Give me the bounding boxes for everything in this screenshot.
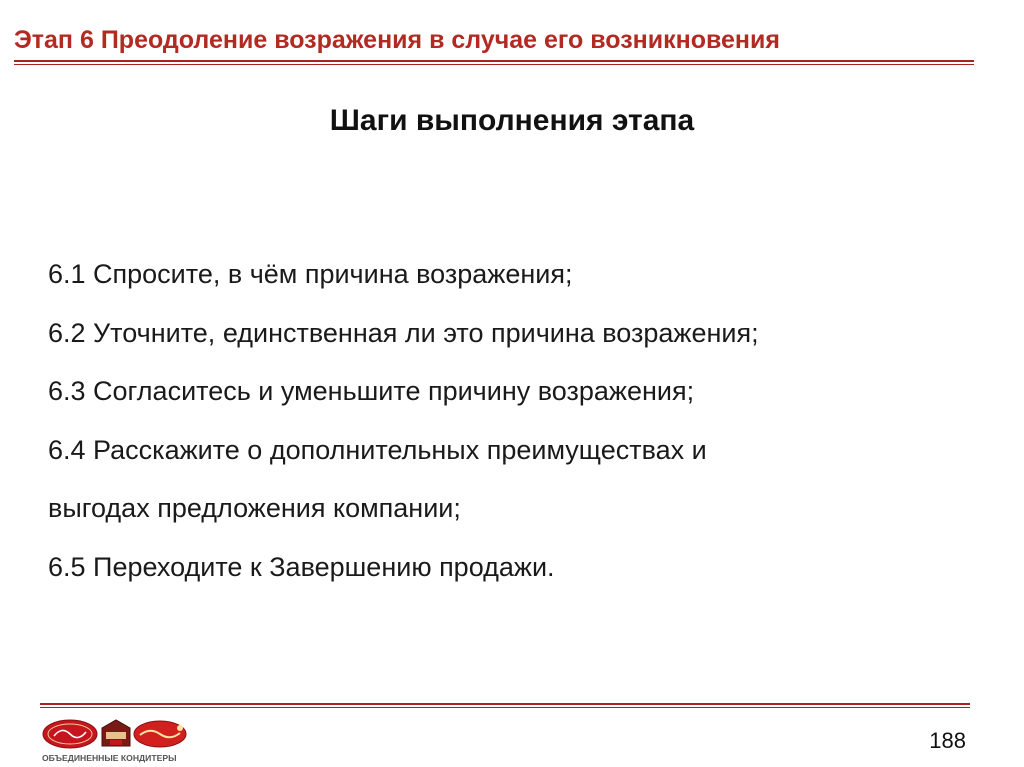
step-item: 6.1 Спросите, в чём причина возражения; [48, 259, 573, 289]
slide-subtitle: Шаги выполнения этапа [329, 104, 695, 137]
step-item: 6.3 Согласитесь и уменьшите причину возражения; [48, 376, 695, 406]
title-divider-thin [14, 64, 974, 65]
footer-divider-thin [40, 707, 970, 708]
logo-graphic [40, 716, 200, 764]
step-item: 6.5 Переходите к Завершению продажи. [48, 551, 555, 582]
step-item: 6.4 Расскажите о дополнительных преимуществах и [48, 434, 707, 465]
title-divider [14, 60, 974, 62]
step-item-continuation: выгодах предложения компании; [48, 493, 461, 523]
logo-caption: ОБЪЕДИНЕННЫЕ КОНДИТЕРЫ [42, 753, 177, 763]
slide-title: Этап 6 Преодоление возражения в случае его возникновения [14, 26, 780, 54]
company-logo [40, 716, 200, 764]
steps-list [48, 254, 759, 605]
step-item: 6.2 Уточните, единственная ли это причина возражения; [48, 317, 759, 348]
page-number: 188 [929, 728, 966, 753]
footer-divider [40, 703, 970, 705]
